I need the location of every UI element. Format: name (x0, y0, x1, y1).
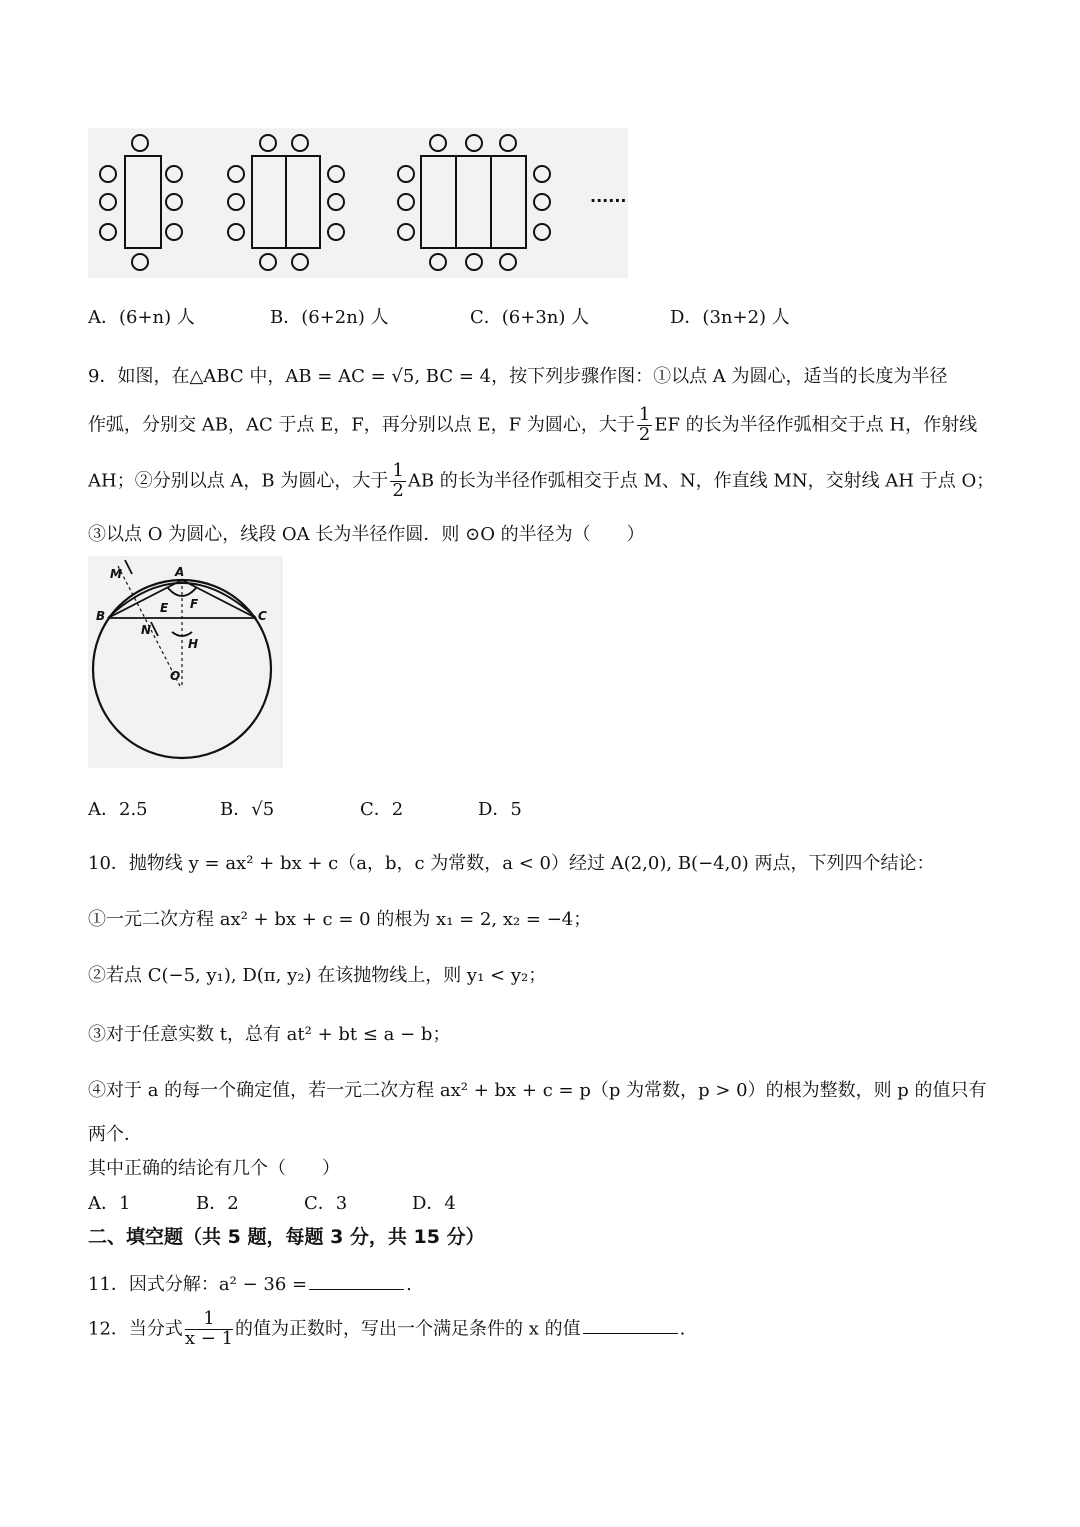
q8-option-a: A．(6+n) 人 (88, 307, 195, 328)
q9-line-2 (88, 406, 977, 445)
label-o: O (170, 669, 181, 683)
fraction-denominator: 2 (392, 479, 404, 501)
label-n: N (141, 623, 152, 637)
q9-half-fraction-1 (637, 406, 652, 445)
q12-line (88, 1310, 685, 1349)
q9-line-3-post: AB 的长为半径作弧相交于点 M、N，作直线 MN，交射线 AH 于点 O； (407, 470, 995, 492)
q9-half-fraction-2 (390, 462, 405, 501)
q12-post: 的值为正数时，写出一个满足条件的 x 的值 (235, 1318, 581, 1340)
q10-option-c: C．3 (304, 1193, 348, 1214)
q9-line-4: ③以点 O 为圆心，线段 OA 长为半径作圆．则 ⊙O 的半径为（ ） (88, 524, 645, 545)
fraction-numerator: 1 (392, 460, 404, 481)
q10-question: 其中正确的结论有几个（ ） (88, 1158, 340, 1179)
q9-line-3 (88, 462, 994, 501)
q11-text: 11．因式分解：a² − 36 = (88, 1274, 308, 1295)
label-e: E (160, 601, 169, 615)
figure-background (88, 556, 283, 768)
q10-conclusion-4: ④对于 a 的每一个确定值，若一元二次方程 ax² + bx + c = p（p 为常数，p > 0）的根为整数，则 p 的值只有 (88, 1080, 987, 1101)
q11-answer-blank[interactable] (309, 1289, 404, 1290)
q12-end: . (679, 1318, 686, 1340)
q10-option-a: A．1 (88, 1193, 131, 1214)
q8-option-b: B．(6+2n) 人 (270, 307, 389, 328)
q10-line-1: 10．抛物线 y = ax² + bx + c（a，b，c 为常数，a < 0）经过 A(2,0), B(−4,0) 两点，下列四个结论： (88, 853, 935, 874)
q9-option-b: B．√5 (220, 799, 275, 820)
label-f: F (190, 597, 199, 611)
q10-conclusion-4-cont: 两个． (88, 1124, 142, 1145)
q8-option-c: C．(6+3n) 人 (470, 307, 590, 328)
q9-line-2-post: EF 的长为半径作弧相交于点 H，作射线 (654, 414, 978, 436)
q9-line-2-pre: 作弧，分别交 AB，AC 于点 E，F，再分别以点 E，F 为圆心，大于 (88, 414, 635, 436)
q9-line-3-pre: AH；②分别以点 A，B 为圆心，大于 (88, 470, 389, 492)
q10-conclusion-1: ①一元二次方程 ax² + bx + c = 0 的根为 x₁ = 2, x₂ = −4； (88, 909, 592, 930)
fraction-numerator: 1 (638, 404, 651, 425)
figure-background (88, 128, 628, 278)
label-a: A (175, 565, 185, 579)
q9-geometry-figure (88, 556, 283, 768)
fraction-denominator: 2 (638, 423, 651, 445)
fraction-denominator: x − 1 (184, 1327, 234, 1349)
label-b: B (96, 609, 106, 623)
q11-line (88, 1270, 412, 1296)
continuation-ellipsis: ...... (590, 187, 627, 206)
label-c: C (258, 609, 267, 623)
q9-option-d: D．5 (478, 799, 522, 820)
q9-line-1: 9．如图，在△ABC 中，AB = AC = √5, BC = 4，按下列步骤作图：①以点 A 为圆心，适当的长度为半径 (88, 366, 948, 387)
section-2-heading: 二、填空题（共 5 题，每题 3 分，共 15 分） (88, 1226, 485, 1248)
q10-conclusion-2: ②若点 C(−5, y₁), D(π, y₂) 在该抛物线上，则 y₁ < y₂； (88, 965, 547, 986)
q8-option-d: D．(3n+2) 人 (670, 307, 790, 328)
q12-fraction (185, 1310, 233, 1349)
q9-option-a: A．2.5 (88, 799, 148, 820)
q11-end: . (406, 1274, 412, 1295)
label-m: M (110, 567, 122, 581)
q8-tables-figure (88, 128, 628, 278)
label-h: H (188, 637, 199, 651)
q12-answer-blank[interactable] (583, 1333, 678, 1334)
q10-conclusion-3: ③对于任意实数 t，总有 at² + bt ≤ a − b； (88, 1024, 451, 1045)
q10-option-b: B．2 (196, 1193, 239, 1214)
q12-pre: 12．当分式 (88, 1318, 183, 1340)
q9-option-c: C．2 (360, 799, 404, 820)
fraction-numerator: 1 (185, 1310, 233, 1330)
q10-option-d: D．4 (412, 1193, 456, 1214)
